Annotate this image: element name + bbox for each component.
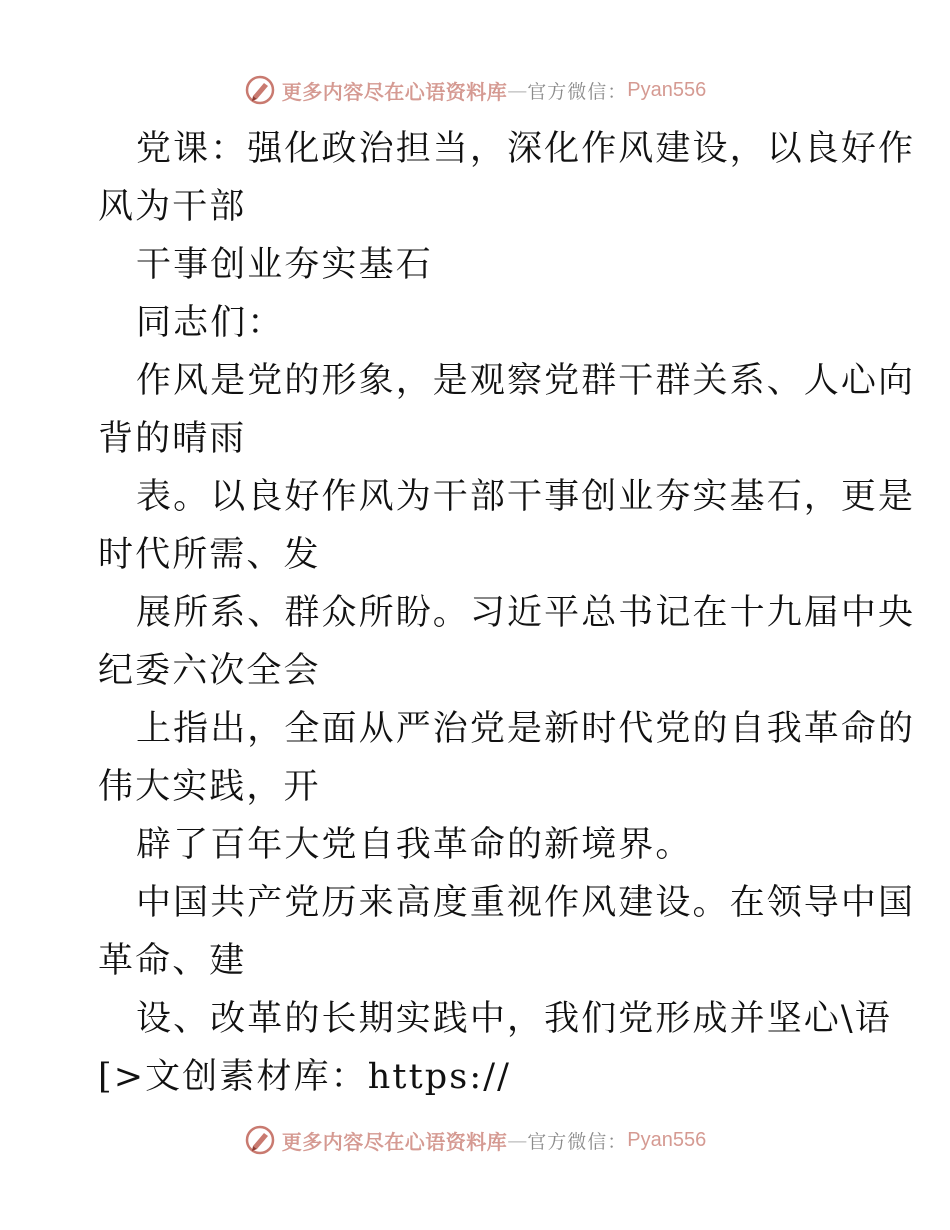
paragraph-line: 纪委六次全会 <box>98 651 321 691</box>
paragraph-line: 中国共产党历来高度重视作风建设。在领导中国 <box>136 883 916 923</box>
header-banner <box>0 70 950 110</box>
banner-dash: — <box>507 78 528 102</box>
paragraph-line: 辟了百年大党自我革命的新境界。 <box>136 825 693 865</box>
footer-banner <box>0 1120 950 1160</box>
banner-wechat-id: Pyan556 <box>627 78 707 101</box>
paragraph-line: 作风是党的形象，是观察党群干群关系、人心向 <box>136 361 916 401</box>
paragraph-line: 背的晴雨 <box>98 419 247 459</box>
brand-logo-icon <box>244 1124 276 1156</box>
banner-main-text: 更多内容尽在心语资料库 <box>281 1129 508 1154</box>
paragraph-line: 设、改革的长期实践中，我们党形成并坚心\语 <box>136 999 892 1039</box>
banner-official-label: 官方微信： <box>527 80 628 103</box>
banner-official-label: 官方微信： <box>527 1130 628 1153</box>
salutation: 同志们： <box>136 303 285 343</box>
paragraph-line: 展所系、群众所盼。习近平总书记在十九届中央 <box>136 593 916 633</box>
banner-dash: — <box>507 1128 528 1152</box>
paragraph-line: 革命、建 <box>98 941 247 981</box>
title-line-1: 党课：强化政治担当，深化作风建设，以良好作 <box>136 129 916 169</box>
paragraph-line: 上指出，全面从严治党是新时代党的自我革命的 <box>136 709 916 749</box>
document-body <box>98 120 916 1106</box>
paragraph-line: 时代所需、发 <box>98 535 321 575</box>
paragraph-line: [>文创素材库：https:// <box>98 1057 511 1097</box>
paragraph-line: 伟大实践，开 <box>98 767 321 807</box>
paragraph-line: 表。以良好作风为干部干事创业夯实基石，更是 <box>136 477 916 517</box>
banner-wechat-id: Pyan556 <box>627 1128 707 1151</box>
title-line-2: 风为干部 <box>98 187 247 227</box>
title-line-3: 干事创业夯实基石 <box>136 245 433 285</box>
brand-logo-icon <box>244 74 276 106</box>
banner-main-text: 更多内容尽在心语资料库 <box>281 79 508 104</box>
